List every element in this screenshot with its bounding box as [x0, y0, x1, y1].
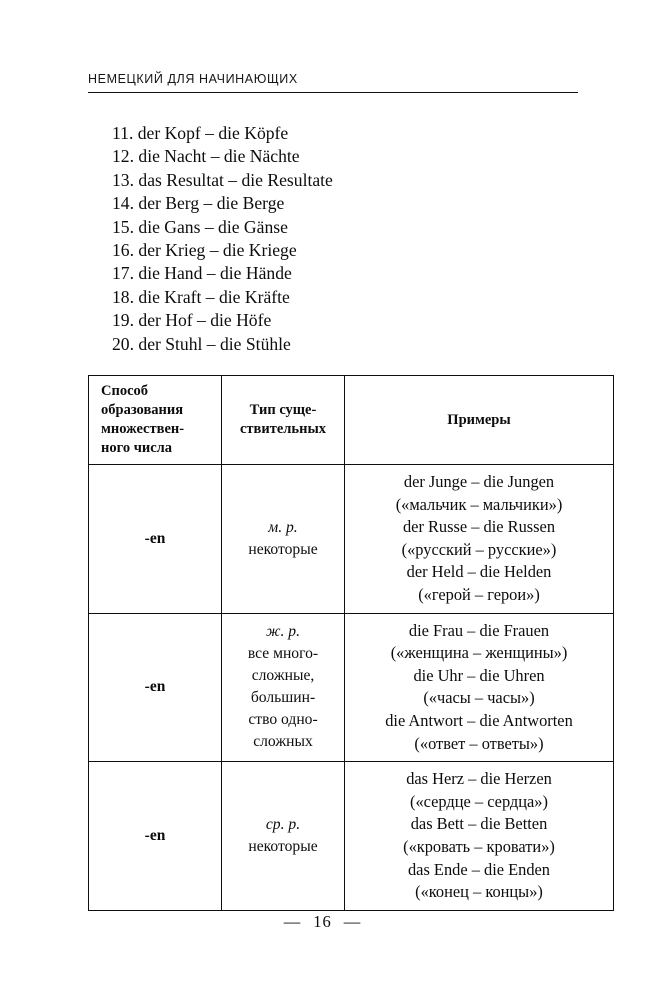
cell-noun-type-note: сложных	[253, 733, 313, 751]
plural-formation-table-wrapper	[88, 375, 578, 911]
table-row	[89, 762, 614, 911]
cell-noun-type	[222, 465, 345, 614]
table-header-noun-type-line: ствительных	[239, 421, 327, 437]
list-item: 18. die Kraft – die Kräfte	[112, 286, 290, 307]
table-header-method-line: образования	[101, 402, 184, 418]
example-gloss: («женщина – женщины»)	[390, 643, 568, 663]
running-head-title: НЕМЕЦКИЙ ДЛЯ НАЧИНАЮЩИХ	[88, 72, 298, 86]
example-line: die Frau – die Frauen	[408, 620, 550, 640]
example-line: das Bett – die Betten	[410, 814, 548, 834]
example-gloss: («кровать – кровати»)	[403, 836, 555, 856]
page-number: 16	[313, 912, 332, 931]
cell-noun-type-note: большин-	[250, 689, 316, 707]
example-gloss: («часы – часы»)	[423, 688, 535, 708]
example-gloss: («конец – концы»)	[415, 882, 543, 902]
list-item: 15. die Gans – die Gänse	[112, 216, 288, 237]
table-header-row	[89, 376, 614, 465]
table-header-method-line: Способ	[101, 383, 149, 399]
example-line: das Herz – die Herzen	[406, 769, 552, 789]
cell-noun-type-note: некоторые	[248, 540, 318, 558]
example-gloss: («ответ – ответы»)	[414, 733, 544, 753]
table-header-examples: Примеры	[345, 376, 614, 465]
example-gloss: («мальчик – мальчики»)	[395, 494, 563, 514]
list-item: 13. das Resultat – die Resultate	[112, 169, 333, 190]
footer-dash-left: —	[283, 912, 302, 931]
cell-noun-type-gender: м. р.	[268, 518, 298, 536]
list-item: 17. die Hand – die Hände	[112, 263, 292, 284]
cell-method: -en	[89, 465, 222, 614]
numbered-word-list	[112, 122, 552, 356]
cell-noun-type-gender: ср. р.	[265, 815, 301, 833]
list-item: 19. der Hof – die Höfe	[112, 310, 272, 331]
table-header-method	[89, 376, 222, 465]
list-item: 20. der Stuhl – die Stühle	[112, 333, 291, 354]
plural-formation-table	[88, 375, 614, 911]
cell-noun-type	[222, 762, 345, 911]
cell-noun-type-note: ство одно-	[248, 711, 318, 729]
example-gloss: («сердце – сердца»)	[410, 791, 548, 811]
cell-method: -en	[89, 613, 222, 762]
page-footer	[0, 912, 645, 932]
list-item: 12. die Nacht – die Nächte	[112, 146, 300, 167]
example-gloss: («герой – герои»)	[418, 584, 540, 604]
example-line: die Antwort – die Antworten	[385, 710, 573, 730]
cell-noun-type-note: сложные,	[251, 667, 315, 685]
running-head	[88, 72, 578, 93]
cell-noun-type-note: все много-	[247, 645, 319, 663]
cell-examples	[345, 762, 614, 911]
example-line: der Held – die Helden	[406, 562, 552, 582]
example-gloss: («русский – русские»)	[401, 539, 557, 559]
table-row	[89, 613, 614, 762]
list-item: 16. der Krieg – die Kriege	[112, 240, 297, 261]
example-line: der Junge – die Jungen	[403, 472, 555, 491]
footer-dash-right: —	[343, 912, 362, 931]
cell-examples	[345, 613, 614, 762]
cell-noun-type-note: некоторые	[248, 837, 318, 855]
table-header-noun-type-line: Тип суще-	[249, 402, 317, 418]
table-row	[89, 465, 614, 614]
table-header-method-line: множествен-	[101, 421, 185, 437]
table-header-method-line: ного числа	[101, 440, 173, 456]
example-line: die Uhr – die Uhren	[413, 665, 545, 685]
cell-noun-type-gender: ж. р.	[266, 623, 300, 641]
example-line: der Russe – die Russen	[402, 517, 556, 537]
table-header-noun-type	[222, 376, 345, 465]
list-item: 11. der Kopf – die Köpfe	[112, 123, 289, 143]
cell-method: -en	[89, 762, 222, 911]
cell-examples	[345, 465, 614, 614]
example-line: das Ende – die Enden	[407, 859, 550, 879]
list-item: 14. der Berg – die Berge	[112, 193, 285, 214]
cell-noun-type	[222, 613, 345, 762]
running-head-divider	[88, 92, 578, 93]
